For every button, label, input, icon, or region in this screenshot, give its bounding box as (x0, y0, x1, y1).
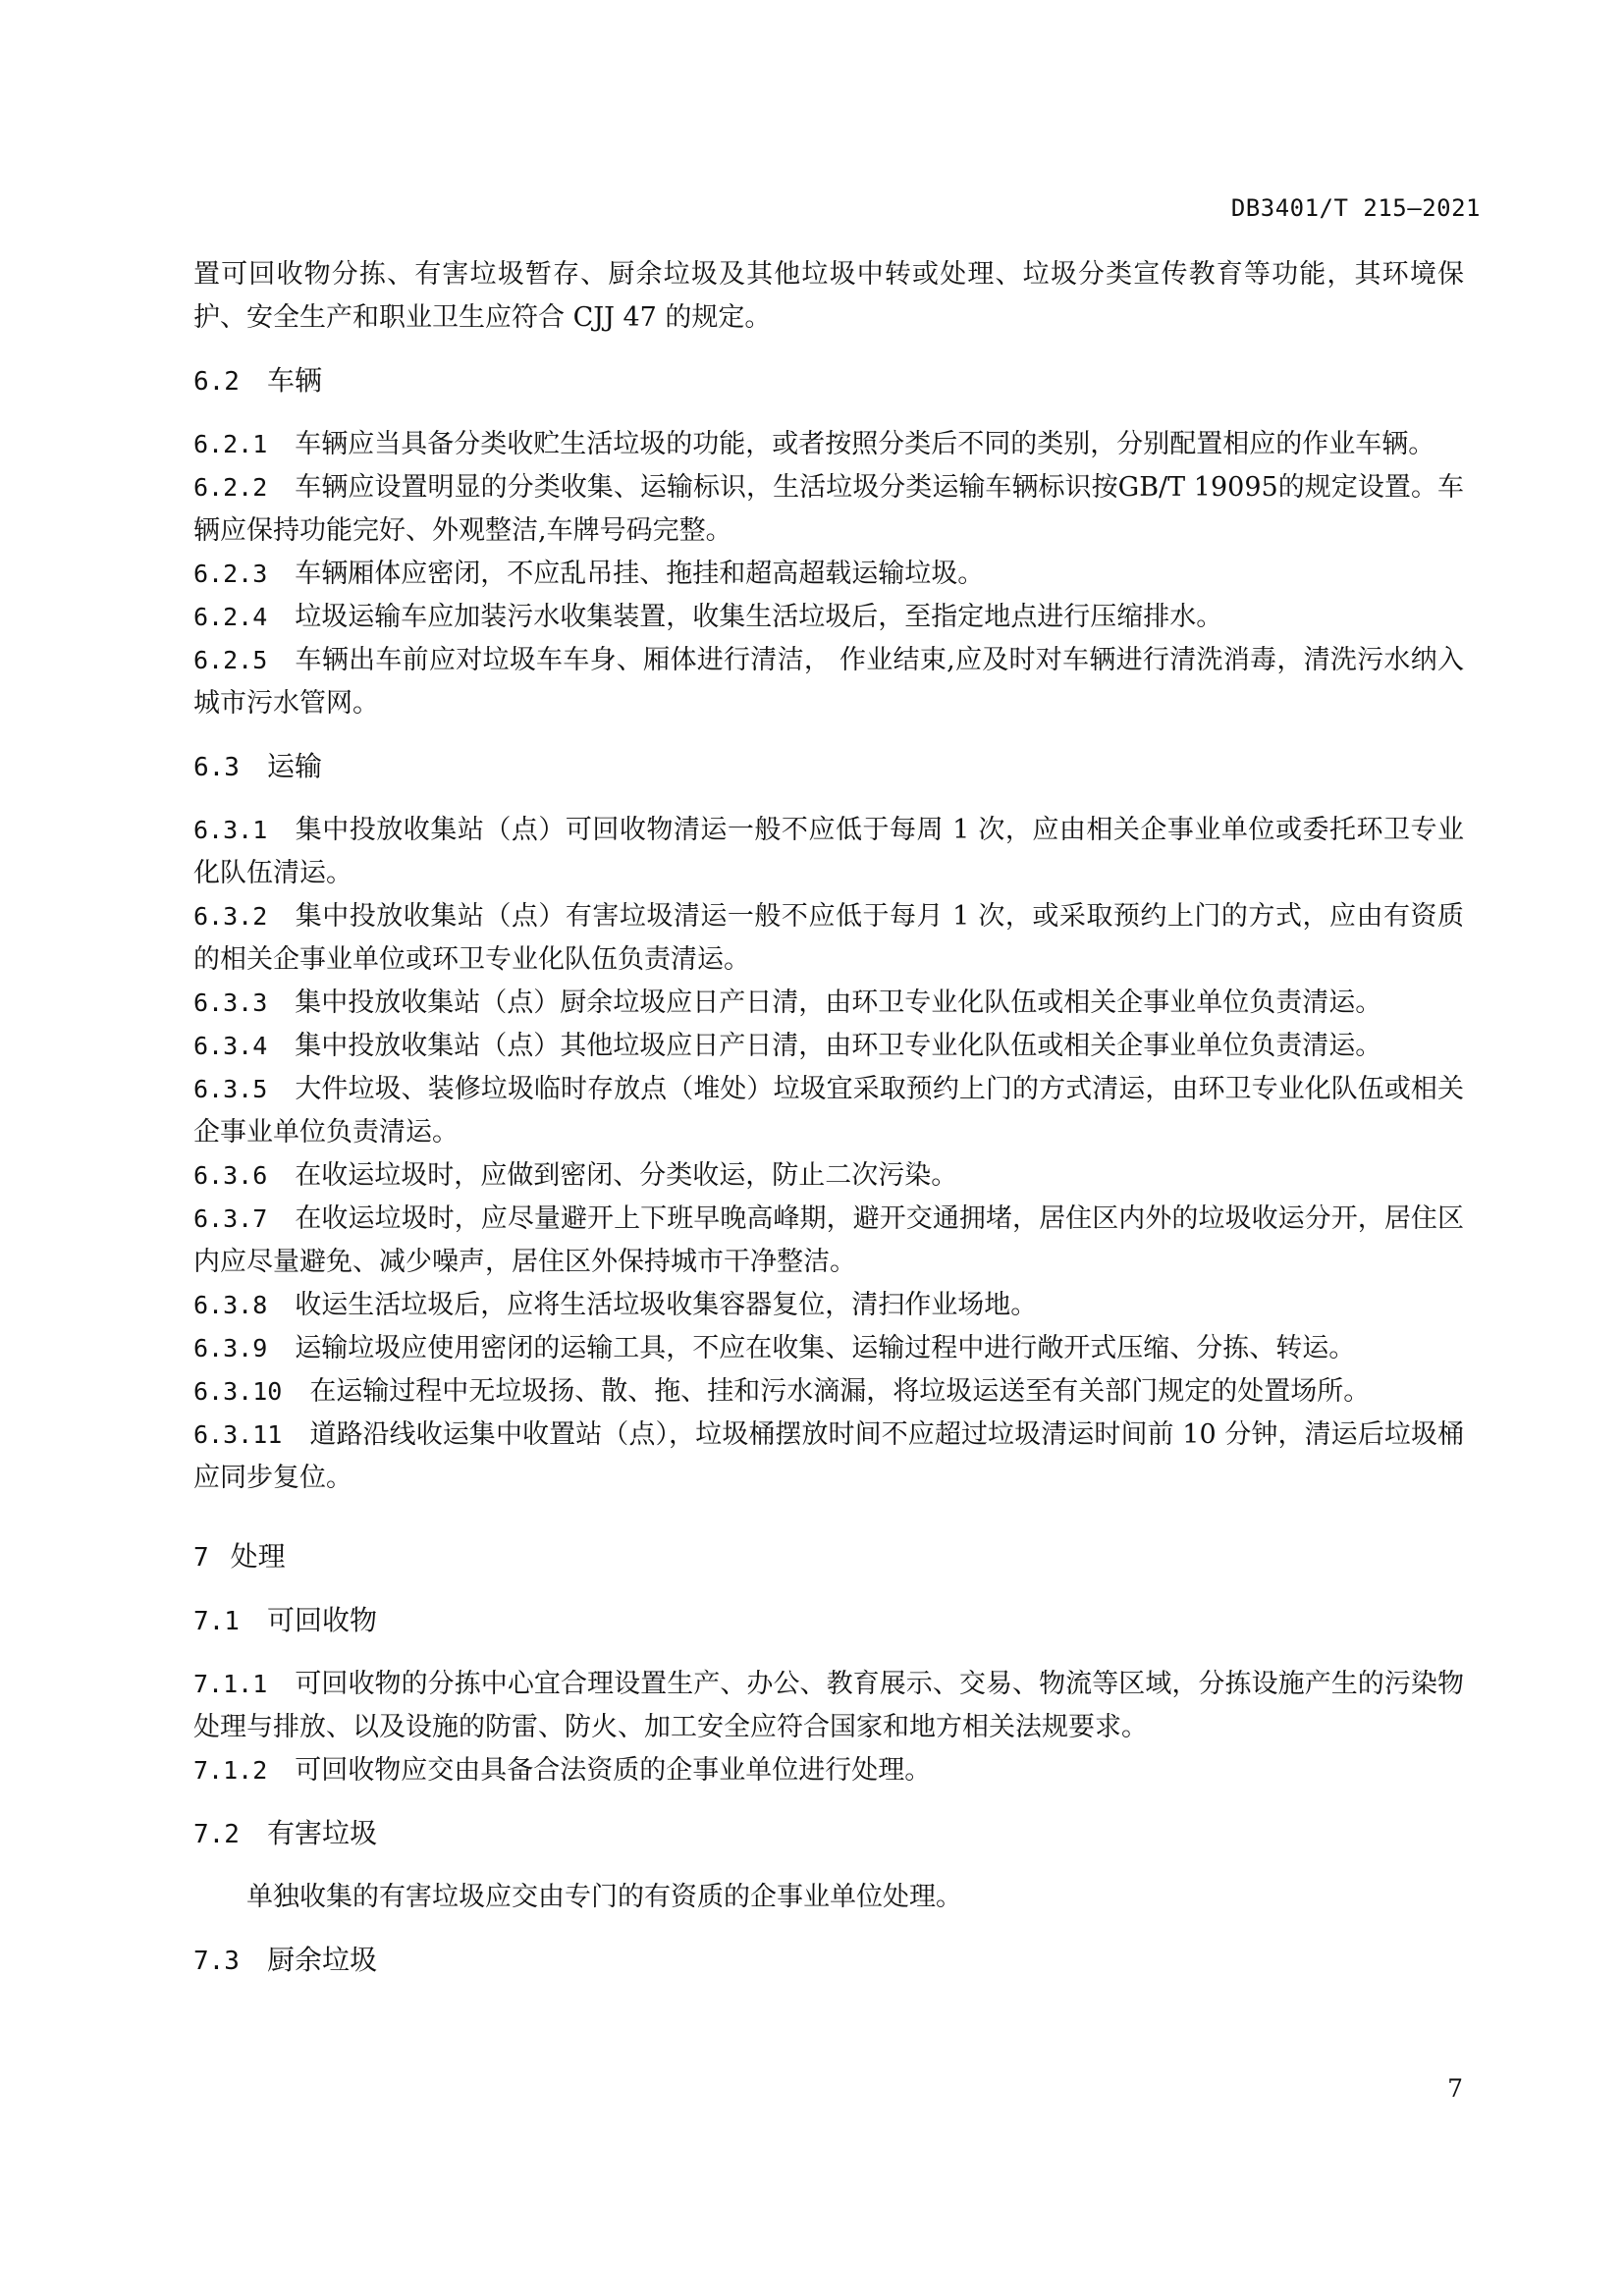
section-title: 可回收物 (266, 1604, 377, 1636)
clause-6-2-5 (193, 639, 1464, 725)
section-number: 7.1 (193, 1607, 240, 1636)
clause-6-3-11 (193, 1414, 1464, 1500)
clause-number: 6.2.4 (193, 603, 268, 631)
section-number: 7.3 (193, 1947, 240, 1976)
clause-text: 在运输过程中无垃圾扬、散、拖、挂和污水滴漏，将垃圾运送至有关部门规定的处置场所。 (309, 1376, 1371, 1407)
clause-7-1-1 (193, 1663, 1464, 1749)
clause-text: 集中投放收集站（点）其他垃圾应日产日清，由环卫专业化队伍或相关企事业单位负责清运。 (295, 1031, 1382, 1061)
clause-number: 6.3.9 (193, 1334, 268, 1362)
clause-text: 垃圾运输车应加装污水收集装置，收集生活垃圾后，至指定地点进行压缩排水。 (295, 602, 1223, 632)
clause-text: 车辆应当具备分类收贮生活垃圾的功能，或者按照分类后不同的类别，分别配置相应的作业车辆。 (295, 429, 1435, 459)
clause-7-1-2 (193, 1749, 1464, 1792)
chapter-number: 7 (193, 1543, 209, 1573)
clause-6-3-10 (193, 1370, 1464, 1414)
clause-text: 可回收物的分拣中心宜合理设置生产、办公、教育展示、交易、物流等区域，分拣设施产生的污染物处理与排放、以及设施的防雷、防火、加工安全应符合国家和地方相关法规要求。 (193, 1669, 1464, 1742)
clause-text: 集中投放收集站（点）可回收物清运一般不应低于每周 1 次，应由相关企事业单位或委托环卫专业化队伍清运。 (193, 815, 1464, 888)
clause-number: 6.3.4 (193, 1032, 268, 1060)
clause-text: 大件垃圾、装修垃圾临时存放点（堆处）垃圾宜采取预约上门的方式清运，由环卫专业化队伍或相关企事业单位负责清运。 (193, 1074, 1464, 1148)
clause-text: 车辆出车前应对垃圾车车身、厢体进行清洁， 作业结束,应及时对车辆进行清洗消毒，清洗污水纳入城市污水管网。 (193, 645, 1464, 719)
clause-number: 6.3.1 (193, 816, 268, 844)
section-heading-7-2 (193, 1812, 1464, 1856)
clause-6-3-1 (193, 809, 1464, 895)
clause-number: 6.3.8 (193, 1291, 268, 1319)
clause-number: 6.3.3 (193, 988, 268, 1017)
clause-text: 集中投放收集站（点）有害垃圾清运一般不应低于每月 1 次，或采取预约上门的方式，应由有资质的相关企事业单位或环卫专业化队伍负责清运。 (193, 901, 1464, 975)
clause-number: 6.3.10 (193, 1377, 283, 1406)
page-number: 7 (1447, 2074, 1463, 2103)
clause-number: 6.2.3 (193, 560, 268, 588)
clause-text: 在收运垃圾时，应做到密闭、分类收运，防止二次污染。 (295, 1160, 958, 1191)
section-title: 车辆 (266, 364, 322, 397)
clause-6-3-8 (193, 1284, 1464, 1327)
document-code-header: DB3401/T 215—2021 (1230, 194, 1481, 222)
clause-text: 在收运垃圾时，应尽量避开上下班早晚高峰期，避开交通拥堵，居住区内外的垃圾收运分开，居住区内应尽量避免、减少噪声，居住区外保持城市干净整洁。 (193, 1203, 1464, 1277)
clause-text: 车辆应设置明显的分类收集、运输标识，生活垃圾分类运输车辆标识按GB/T 19095的规定设置。车辆应保持功能完好、外观整洁,车牌号码完整。 (193, 472, 1464, 546)
chapter-heading-7 (193, 1535, 1464, 1579)
clause-6-3-5 (193, 1068, 1464, 1154)
clause-number: 7.1.2 (193, 1756, 268, 1785)
section-heading-6-3 (193, 745, 1464, 789)
intro-paragraph: 置可回收物分拣、有害垃圾暂存、厨余垃圾及其他垃圾中转或处理、垃圾分类宣传教育等功能，其环境保护、安全生产和职业卫生应符合 CJJ 47 的规定。 (193, 259, 1464, 333)
chapter-title: 处理 (230, 1540, 286, 1573)
section-title: 有害垃圾 (266, 1817, 377, 1849)
clause-6-2-3 (193, 553, 1464, 596)
clause-6-2-1 (193, 423, 1464, 466)
section-7-2-paragraph: 单独收集的有害垃圾应交由专门的有资质的企事业单位处理。 (246, 1882, 962, 1912)
clause-6-3-2 (193, 895, 1464, 982)
clause-number: 6.3.2 (193, 902, 268, 931)
clause-text: 收运生活垃圾后，应将生活垃圾收集容器复位，清扫作业场地。 (295, 1290, 1038, 1320)
clause-6-2-4 (193, 596, 1464, 639)
section-heading-7-1 (193, 1599, 1464, 1643)
clause-6-3-4 (193, 1025, 1464, 1068)
clause-number: 7.1.1 (193, 1670, 268, 1698)
section-title: 运输 (266, 750, 322, 782)
clause-number: 6.3.11 (193, 1420, 283, 1449)
clause-text: 集中投放收集站（点）厨余垃圾应日产日清，由环卫专业化队伍或相关企事业单位负责清运。 (295, 988, 1382, 1018)
clause-6-3-9 (193, 1327, 1464, 1370)
clause-text: 道路沿线收运集中收置站（点），垃圾桶摆放时间不应超过垃圾清运时间前 10 分钟，清运后垃圾桶应同步复位。 (193, 1419, 1464, 1493)
clause-number: 6.2.5 (193, 646, 268, 674)
page-content (193, 253, 1464, 2002)
clause-number: 6.2.2 (193, 473, 268, 502)
clause-text: 车辆厢体应密闭，不应乱吊挂、拖挂和超高超载运输垃圾。 (295, 559, 985, 589)
clause-6-2-2 (193, 466, 1464, 553)
section-number: 6.3 (193, 753, 240, 782)
section-number: 6.2 (193, 367, 240, 397)
clause-number: 6.2.1 (193, 430, 268, 458)
clause-number: 6.3.5 (193, 1075, 268, 1103)
clause-text: 运输垃圾应使用密闭的运输工具，不应在收集、运输过程中进行敞开式压缩、分拣、转运。 (295, 1333, 1356, 1363)
section-title: 厨余垃圾 (266, 1944, 377, 1976)
section-heading-7-3 (193, 1939, 1464, 1983)
clause-6-3-7 (193, 1198, 1464, 1284)
section-heading-6-2 (193, 359, 1464, 403)
clause-number: 6.3.6 (193, 1161, 268, 1190)
clause-text: 可回收物应交由具备合法资质的企事业单位进行处理。 (295, 1755, 932, 1786)
clause-6-3-6 (193, 1154, 1464, 1198)
section-number: 7.2 (193, 1820, 240, 1849)
clause-number: 6.3.7 (193, 1204, 268, 1233)
clause-6-3-3 (193, 982, 1464, 1025)
